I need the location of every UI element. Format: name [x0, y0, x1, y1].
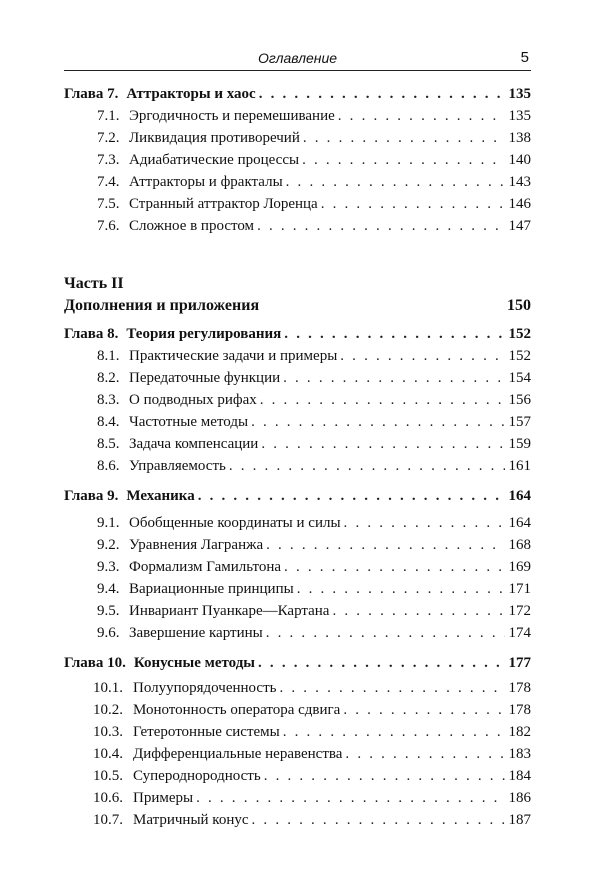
section-page: 157 [508, 414, 531, 430]
section-title: Ликвидация противоречий [129, 130, 300, 146]
section-number: 7.3. [97, 152, 120, 168]
section-number: 10.4. [93, 746, 123, 762]
section-title: Дифференциальные неравенства [133, 746, 343, 762]
section-title: Монотонность оператора сдвига [133, 702, 341, 718]
dot-leader [251, 412, 504, 432]
section-number: 8.4. [97, 414, 120, 430]
section-title: О подводных рифах [129, 392, 257, 408]
section-title: Задача компенсации [129, 436, 259, 452]
toc-section[interactable] [64, 722, 531, 742]
dot-leader [196, 788, 504, 808]
toc-section[interactable] [64, 412, 531, 432]
section-page: 156 [508, 392, 531, 408]
dot-leader [279, 678, 504, 698]
section-number: 9.1. [97, 515, 120, 531]
section-title: Управляемость [129, 458, 226, 474]
section-number: 9.6. [97, 625, 120, 641]
toc-page [64, 0, 531, 876]
dot-leader [345, 744, 504, 764]
section-page: 183 [508, 746, 531, 762]
section-page: 138 [508, 130, 531, 146]
section-page: 172 [508, 603, 531, 619]
dot-leader [252, 810, 505, 830]
section-number: 7.5. [97, 196, 120, 212]
section-page: 169 [508, 559, 531, 575]
toc-section[interactable] [64, 535, 531, 555]
dot-leader [302, 150, 504, 170]
section-number: 8.5. [97, 436, 120, 452]
toc-section[interactable] [64, 601, 531, 621]
section-number: 9.2. [97, 537, 120, 553]
toc-section[interactable] [64, 368, 531, 388]
section-number: 10.2. [93, 702, 123, 718]
section-page: 178 [508, 702, 531, 718]
dot-leader [259, 84, 505, 104]
toc-section[interactable] [64, 513, 531, 533]
section-page: 135 [508, 108, 531, 124]
dot-leader [266, 535, 504, 555]
running-title: Оглавление [257, 50, 338, 66]
dot-leader [338, 106, 505, 126]
section-number: 7.2. [97, 130, 120, 146]
section-page: 159 [508, 436, 531, 452]
section-title: Примеры [133, 790, 194, 806]
section-title: Сложное в простом [129, 218, 255, 234]
section-number: 7.1. [97, 108, 120, 124]
toc-section[interactable] [64, 766, 531, 786]
toc-section[interactable] [64, 788, 531, 808]
section-title: Завершение картины [129, 625, 263, 641]
dot-leader [266, 623, 505, 643]
chapter-page: 164 [508, 488, 531, 504]
section-page: 147 [508, 218, 531, 234]
dot-leader [284, 557, 504, 577]
dot-leader [260, 390, 505, 410]
section-page: 186 [508, 790, 531, 806]
dot-leader [332, 601, 504, 621]
toc-section[interactable] [64, 579, 531, 599]
chapter-title: Механика [126, 488, 195, 504]
toc-chapter-10[interactable] [64, 653, 531, 673]
section-title: Инвариант Пуанкаре—Картана [129, 603, 330, 619]
dot-leader [229, 456, 505, 476]
section-number: 10.1. [93, 680, 123, 696]
section-number: 9.3. [97, 559, 120, 575]
dot-leader [343, 700, 504, 720]
toc-section[interactable] [64, 557, 531, 577]
toc-section[interactable] [64, 678, 531, 698]
chapter-label: Глава 10. [64, 655, 126, 671]
section-title: Аттракторы и фракталы [129, 174, 283, 190]
toc-section[interactable] [64, 390, 531, 410]
section-title: Полуупорядоченность [133, 680, 277, 696]
toc-section[interactable] [64, 434, 531, 454]
toc-section[interactable] [64, 456, 531, 476]
dot-leader [283, 722, 505, 742]
section-number: 8.3. [97, 392, 120, 408]
dot-leader [284, 324, 504, 344]
section-page: 152 [508, 348, 531, 364]
chapter-label: Глава 8. [64, 326, 119, 342]
chapter-page: 135 [508, 86, 531, 102]
section-number: 8.1. [97, 348, 120, 364]
dot-leader [257, 216, 504, 236]
chapter-title: Конусные методы [133, 655, 256, 671]
section-title: Частотные методы [129, 414, 249, 430]
section-number: 9.5. [97, 603, 120, 619]
toc-chapter-7[interactable] [64, 84, 531, 104]
section-title: Обобщенные координаты и силы [129, 515, 341, 531]
toc-section[interactable] [64, 150, 531, 170]
section-number: 10.6. [93, 790, 123, 806]
section-page: 178 [508, 680, 531, 696]
section-number: 8.2. [97, 370, 120, 386]
toc-section[interactable] [64, 744, 531, 764]
page-number: 5 [520, 49, 529, 66]
section-page: 184 [508, 768, 531, 784]
section-title: Гетеротонные системы [133, 724, 280, 740]
section-title: Формализм Гамильтона [129, 559, 282, 575]
section-number: 10.7. [93, 812, 123, 828]
part-title: Дополнения и приложения [64, 297, 260, 314]
toc-section[interactable] [64, 194, 531, 214]
dot-leader [258, 653, 504, 673]
section-title: Вариационные принципы [129, 581, 294, 597]
dot-leader [303, 128, 505, 148]
dot-leader [321, 194, 505, 214]
toc-chapter-9[interactable] [64, 486, 531, 506]
section-title: Практические задачи и примеры [129, 348, 338, 364]
dot-leader [344, 513, 505, 533]
chapter-page: 177 [508, 655, 531, 671]
section-page: 140 [508, 152, 531, 168]
toc-section[interactable] [64, 128, 531, 148]
chapter-title: Теория регулирования [126, 326, 282, 342]
section-page: 168 [508, 537, 531, 553]
section-page: 182 [508, 724, 531, 740]
chapter-page: 152 [508, 326, 531, 342]
toc-section[interactable] [64, 106, 531, 126]
section-title: Передаточные функции [129, 370, 281, 386]
section-title: Странный аттрактор Лоренца [129, 196, 318, 212]
toc-section[interactable] [64, 216, 531, 236]
dot-leader [340, 346, 504, 366]
section-page: 187 [508, 812, 531, 828]
dot-leader [297, 579, 505, 599]
section-page: 161 [508, 458, 531, 474]
toc-section[interactable] [64, 346, 531, 366]
section-number: 10.5. [93, 768, 123, 784]
section-page: 164 [508, 515, 531, 531]
section-page: 171 [508, 581, 531, 597]
section-page: 146 [508, 196, 531, 212]
chapter-label: Глава 7. [64, 86, 119, 102]
dot-leader [283, 368, 504, 388]
dot-leader [286, 172, 505, 192]
part-page: 150 [507, 297, 531, 314]
section-title: Матричный конус [133, 812, 249, 828]
section-number: 7.6. [97, 218, 120, 234]
toc-part-2[interactable] [64, 296, 531, 316]
section-title: Уравнения Лагранжа [129, 537, 264, 553]
chapter-title: Аттракторы и хаос [126, 86, 256, 102]
section-title: Супероднородность [133, 768, 261, 784]
part-label: Часть II [64, 275, 124, 292]
section-number: 10.3. [93, 724, 123, 740]
dot-leader [198, 486, 505, 506]
section-title: Адиабатические процессы [129, 152, 300, 168]
section-page: 154 [508, 370, 531, 386]
section-page: 143 [508, 174, 531, 190]
section-page: 174 [508, 625, 531, 641]
section-number: 8.6. [97, 458, 120, 474]
toc-section[interactable] [64, 623, 531, 643]
section-number: 7.4. [97, 174, 120, 190]
dot-leader [261, 434, 504, 454]
toc-section[interactable] [64, 810, 531, 830]
section-title: Эргодичность и перемешивание [129, 108, 335, 124]
toc-section[interactable] [64, 700, 531, 720]
running-head [64, 48, 531, 71]
section-number: 9.4. [97, 581, 120, 597]
dot-leader [264, 766, 505, 786]
chapter-label: Глава 9. [64, 488, 119, 504]
toc-chapter-8[interactable] [64, 324, 531, 344]
toc-section[interactable] [64, 172, 531, 192]
